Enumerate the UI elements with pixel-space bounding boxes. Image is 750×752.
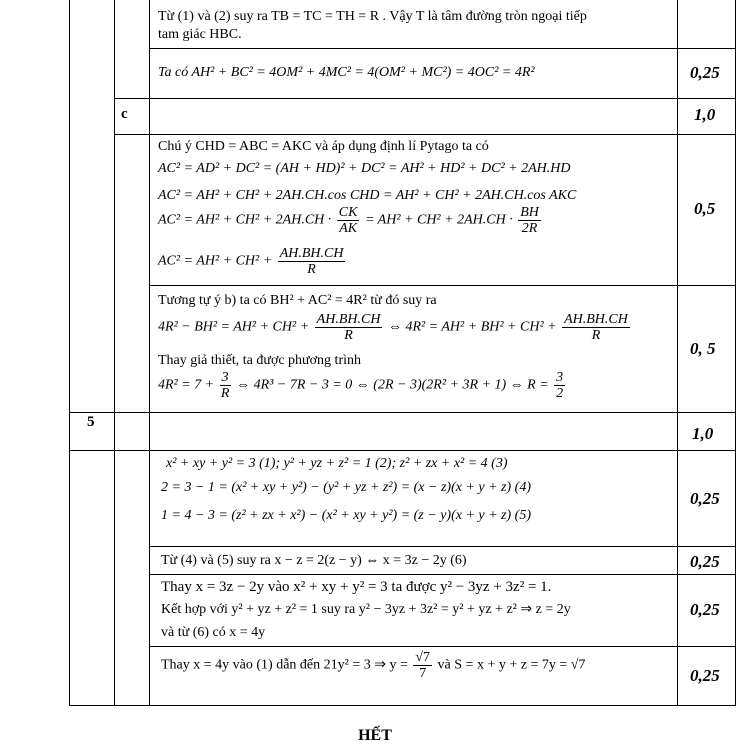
row-border bbox=[149, 574, 736, 575]
fraction-denominator: R bbox=[344, 328, 353, 343]
fraction-denominator: R bbox=[591, 328, 601, 343]
fraction-denominator: 2R bbox=[521, 221, 538, 236]
fraction-numerator: AH.BH.CH bbox=[564, 312, 628, 327]
formula-text: AC² = AH² + CH² + bbox=[158, 253, 273, 269]
proof-line: Từ (1) và (2) suy ra TB = TC = TH = R . Vậy T là tâm đường tròn ngoại tiếp bbox=[158, 9, 587, 24]
formula-text: và S = x + y + z = 7y = √7 bbox=[437, 657, 586, 673]
score-value: 0,25 bbox=[690, 552, 720, 571]
row-border bbox=[149, 285, 736, 286]
formula-line bbox=[158, 205, 543, 236]
proof-line: và từ (6) có x = 4y bbox=[161, 625, 266, 640]
proof-line: Kết hợp với y² + yz + z² = 1 suy ra y² − 3yz + 3z² = y² + yz + z² ⇒ z = 2y bbox=[161, 602, 571, 617]
score-value: 0,25 bbox=[690, 666, 720, 685]
fraction bbox=[562, 312, 630, 343]
formula-line: 1 = 4 − 3 = (z² + zx + x²) − (x² + xy + y²) = (z − y)(x + y + z) (5) bbox=[161, 508, 531, 523]
table-border bbox=[114, 0, 115, 705]
proof-line: Thay giả thiết, ta được phương trình bbox=[158, 353, 361, 368]
formula-text: ⇔ 4R² = AH² + BH² + CH² + bbox=[387, 319, 557, 335]
row-border bbox=[69, 705, 736, 706]
score-value: 0,25 bbox=[690, 600, 720, 619]
part-total-score: 1,0 bbox=[694, 105, 716, 124]
row-border bbox=[69, 450, 736, 451]
row-border bbox=[149, 48, 736, 49]
proof-text: Chú ý CHD = ABC = AKC và áp dụng định lí Pytago ta có bbox=[158, 139, 489, 154]
fraction-numerator: 3 bbox=[221, 370, 229, 385]
fraction-numerator: AH.BH.CH bbox=[279, 246, 344, 261]
fraction-denominator: 2 bbox=[556, 386, 564, 401]
fraction bbox=[518, 205, 541, 236]
proof-line bbox=[161, 650, 585, 681]
row-border bbox=[149, 646, 736, 647]
fraction-numerator: √7 bbox=[415, 650, 431, 665]
formula-text: Thay x = 4y vào (1) dẫn đến 21y² = 3 ⇒ y = bbox=[161, 657, 408, 673]
row-border bbox=[69, 412, 736, 413]
fraction-numerator: BH bbox=[520, 205, 539, 220]
formula-line: AC² = AD² + DC² = (AH + HD)² + DC² = AH² + HD² + DC² + 2AH.HD bbox=[158, 161, 571, 176]
document-end-marker: HẾT bbox=[358, 727, 392, 744]
formula-text: AC² = AH² + CH² + 2AH.CH · bbox=[158, 212, 332, 228]
formula-text: 4R² − BH² = AH² + CH² + bbox=[158, 319, 310, 335]
formula-line: 2 = 3 − 1 = (x² + xy + y²) − (y² + yz + z²) = (x − z)(x + y + z) (4) bbox=[161, 480, 531, 495]
formula-text: = AH² + CH² + 2AH.CH · bbox=[364, 212, 513, 228]
fraction bbox=[220, 370, 231, 401]
formula-line: Ta có AH² + BC² = 4OM² + 4MC² = 4(OM² + MC²) = 4OC² = 4R² bbox=[158, 65, 535, 80]
table-border bbox=[677, 0, 678, 705]
fraction-numerator: 3 bbox=[556, 370, 564, 385]
proof-line: Tương tự ý b) ta có BH² + AC² = 4R² từ đó suy ra bbox=[158, 293, 437, 308]
fraction bbox=[315, 312, 383, 343]
row-border bbox=[114, 98, 736, 99]
part-label-c: c bbox=[121, 106, 128, 122]
fraction bbox=[278, 246, 346, 277]
proof-line bbox=[158, 138, 489, 156]
formula-line: AC² = AH² + CH² + 2AH.CH.cos CHD = AH² + CH² + 2AH.CH.cos AKC bbox=[158, 188, 577, 203]
formula-line: x² + xy + y² = 3 (1); y² + yz + z² = 1 (2); z² + zx + x² = 4 (3) bbox=[166, 456, 508, 471]
formula-text: ⇔ 4R³ − 7R − 3 = 0 ⇔ (2R − 3)(2R² + 3R + 1) ⇔ R = bbox=[236, 377, 549, 393]
score-value: 0,5 bbox=[694, 199, 716, 218]
row-border bbox=[149, 546, 736, 547]
formula-line bbox=[158, 246, 347, 277]
table-border bbox=[735, 0, 736, 705]
fraction-numerator: CK bbox=[338, 205, 358, 220]
score-value: 0,25 bbox=[690, 63, 720, 82]
proof-line: tam giác HBC. bbox=[158, 27, 242, 42]
proof-line: Thay x = 3z − 2y vào x² + xy + y² = 3 ta được y² − 3yz + 3z² = 1. bbox=[161, 579, 552, 595]
fraction bbox=[337, 205, 360, 236]
fraction bbox=[413, 650, 432, 681]
score-value: 0, 5 bbox=[690, 339, 716, 358]
table-border bbox=[149, 0, 150, 705]
proof-line: Từ (4) và (5) suy ra x − z = 2(z − y) ⇔ x = 3z − 2y (6) bbox=[161, 553, 467, 568]
formula-text: 4R² = 7 + bbox=[158, 377, 215, 393]
question-label-5: 5 bbox=[87, 414, 95, 430]
fraction-denominator: R bbox=[220, 386, 230, 401]
question-total-score: 1,0 bbox=[692, 424, 714, 443]
fraction bbox=[554, 370, 565, 401]
formula-line bbox=[158, 370, 567, 401]
fraction-numerator: AH.BH.CH bbox=[316, 312, 381, 327]
row-border bbox=[114, 134, 736, 135]
fraction-denominator: AK bbox=[339, 221, 358, 236]
score-value: 0,25 bbox=[690, 489, 720, 508]
formula-line bbox=[158, 312, 632, 343]
fraction-denominator: R bbox=[307, 262, 316, 277]
fraction-denominator: 7 bbox=[419, 666, 427, 681]
table-border bbox=[69, 0, 70, 705]
